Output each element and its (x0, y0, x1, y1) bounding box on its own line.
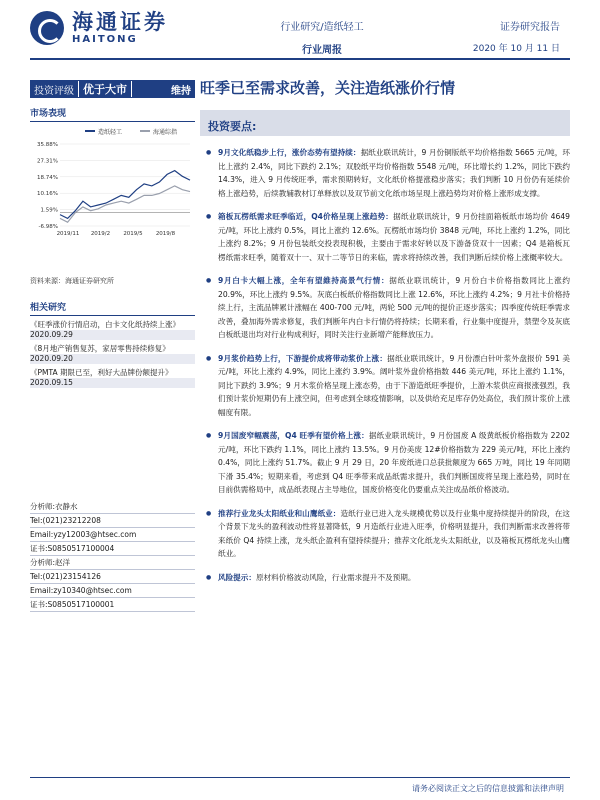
key-point (200, 507, 570, 561)
footer-disclaimer: 请务必阅读正文之后的信息披露和法律声明 (412, 784, 564, 793)
chart-source: 资料来源：海通证券研究所 (30, 277, 114, 285)
key-point-headline: 9月文化纸稳步上行，涨价态势有望持续： (218, 148, 361, 157)
key-point (200, 274, 570, 342)
analyst-tel: Tel:(021)23212208 (30, 514, 195, 528)
key-point-body: 据纸业联讯统计，9 月份铜版纸平均价格指数 5665 元/吨，环比上涨约 2.4%，同比下跌约 2.1%；双胶纸平均价格指数 5548 元/吨，环比增长约 1.2%，同比下跌约 14.3%，进入 9 月传统旺季，需求预期转好，文化纸价格提涨稳步落实；我们判断 10 月份仍有延续价格上涨趋势，后续教辅教材订单释放以及双节前文化纸市场呈现上涨趋势均对价格上涨形成支撑。 (218, 148, 570, 198)
rating-bar (30, 80, 195, 98)
analyst-cert: 证书:S0850517100001 (30, 598, 195, 612)
market-performance-chart (30, 126, 195, 276)
key-point-headline: 9月白卡大幅上涨，全年有望維持高景气行情： (218, 276, 390, 285)
key-point (200, 146, 570, 200)
x-tick-label: 2019/11 (56, 231, 80, 237)
key-points-header (200, 110, 570, 136)
haitong-logo-icon (30, 11, 64, 45)
y-tick-label: 18.74% (37, 174, 58, 181)
key-point (200, 210, 570, 264)
related-item-date: 2020.09.20 (30, 354, 195, 364)
report-date: 2020 年 10 月 11 日 (472, 44, 560, 54)
key-point-body: 原材料价格波动风险，行业需求提升不及预期。 (255, 572, 416, 582)
report-category: 行业研究/造纸轻工 (280, 22, 364, 33)
y-tick-label: 35.88% (37, 142, 58, 148)
rating-label: 投资评级 (34, 85, 74, 97)
key-point-headline: 9月浆价趋势上行，下游提价成将带动浆价上涨： (218, 353, 388, 363)
analyst-email[interactable]: Email:zy10340@htsec.com (30, 584, 195, 598)
key-point-body: 据纸业联讯统计，9 月份漂白针叶浆外盘报价 591 美元/吨，环比上涨约 4.9%，同比上涨约 3.9%。阔叶浆外盘价格指数 446 美元/吨，环比上涨约 1.1%，同比下跌约 3.9%；9 月木浆价格呈现上涨态势，由于下游造纸旺季提价，上游木浆供应商报涨强烈，我们预计浆价短期仍有上涨空间，但考虑到全球疫情影响，以及供给充足库存仍处高位，我们预计浆价上涨幅度有限。 (218, 353, 570, 417)
rating-status: 维持 (171, 85, 191, 97)
key-point (200, 352, 570, 420)
logo (30, 10, 168, 45)
y-tick-label: 1.59% (40, 207, 58, 214)
related-item-date: 2020.09.29 (30, 330, 195, 340)
analyst-contacts (30, 500, 195, 612)
related-list (30, 320, 195, 388)
x-tick-label: 2019/8 (155, 231, 176, 237)
key-points (200, 110, 570, 584)
legend-label: 造纸轻工 (98, 129, 123, 136)
series-line (60, 186, 190, 222)
x-tick-label: 2019/5 (123, 231, 143, 237)
key-point-headline: 9月国废窄幅震荡，Q4 旺季有望价格上涨： (218, 431, 369, 440)
x-tick-label: 2019/2 (90, 231, 111, 237)
related-item[interactable] (30, 320, 195, 340)
analyst-cert: 证书:S0850517100004 (30, 542, 195, 556)
analyst-email[interactable]: Email:yzy12003@htsec.com (30, 528, 195, 542)
legend-label: 海通综指 (153, 129, 178, 136)
report-type: 行业周报 (302, 45, 342, 56)
rating-value: 优于大市 (78, 81, 132, 97)
related-item-title: 《旺季涨价行情启动，白卡文化纸持续上涨》 (30, 320, 180, 329)
analyst-name: 分析师:赵洋 (30, 556, 195, 570)
related-item-title: 《PMTA 期限已至，利好大品牌份额提升》 (30, 368, 173, 377)
y-tick-label: 10.16% (37, 191, 58, 198)
key-point (200, 429, 570, 497)
related-item[interactable] (30, 344, 195, 364)
analyst-tel: Tel:(021)23154126 (30, 570, 195, 584)
key-point-headline: 箱板瓦楞纸需求旺季临近，Q4价格呈现上涨趋势： (218, 212, 394, 221)
y-tick-label: 27.31% (37, 158, 58, 165)
sidebar (30, 106, 195, 388)
report-series: 证券研究报告 (500, 22, 560, 33)
logo-cn-text: 海通证券 (72, 9, 168, 34)
related-item-title: 《8月地产销售复苏，家居零售持续修复》 (30, 344, 170, 353)
key-point-body: 据纸业联讯统计，9 月份挂面箱板纸市场均价 4649 元/吨，环比上涨约 0.5%，同比上涨约 12.6%。瓦楞纸市场均价 3848 元/吨，环比上涨约 1.2%，同比上涨约 8.2%；9 月份包装纸交投表现积极，主要由于需求好转以及下游备货双十一因素；Q4 是箱板瓦楞纸需求旺季，随着双十一、双十二等节日的来临，需求将持续改善，我们判断后续价格上涨概率较大。 (218, 212, 570, 262)
key-point (200, 571, 570, 585)
key-point-headline: 风险提示： (218, 572, 256, 582)
key-point-body: 据纸业联讯统计，9 月份国废 A 级黄纸板价格指数为 2202 元/吨，环比下跌约 1.1%，同比上涨约 13.5%。9 月份美废 12#价格指数为 229 美元/吨，环比上涨约 0.4%，同比上涨约 51.7%。截止 9 月 29 日，20 年废纸进口总获批额度为 665 万吨，同比 19 年同期下滑 35.4%；短期来看，考虑到 Q4 旺季带来成品纸需求提升，我们判断国废将呈现上涨趋势，同时在目前供需格局中，成品纸表现占主导地位，国废价格变化仍要重点关注成品纸价格波动。 (218, 431, 570, 494)
report-header (0, 0, 600, 62)
related-item[interactable] (30, 368, 195, 388)
y-tick-label: -6.98% (38, 224, 58, 230)
header-divider (30, 58, 570, 60)
related-heading: 相关研究 (30, 300, 195, 316)
key-points-title: 投资要点: (208, 120, 257, 133)
series-line (60, 171, 190, 219)
report-title: 旺季已至需求改善，关注造纸涨价行情 (200, 79, 456, 97)
logo-en-text: HAITONG (72, 34, 138, 45)
key-point-body: 造纸行业已进入龙头规模优势以及行业集中度持续提升的阶段，在这个背景下龙头的盈利波动性将显著降低，9 月造纸行业进入旺季，价格明显提升，我们判断需求改善将带来纸价 Q4 持续上涨，龙头纸企盈利有望持续提升；推荐文化纸龙头太阳纸业，以及箱板瓦楞纸龙头山鹰纸业。 (218, 508, 571, 558)
footer-divider (30, 777, 570, 778)
related-item-date: 2020.09.15 (30, 378, 195, 388)
analyst-name: 分析师:衣静水 (30, 500, 195, 514)
market-heading: 市场表现 (30, 106, 195, 122)
key-point-body: 据纸业联讯统计，9 月份白卡价格指数同比上涨约 20.9%，环比上涨约 9.5%。灰底白板纸价格指数同比上涨 12.6%，环比上涨约 4.2%；9 月社卡价格持续上行，主流品牌累计涨幅在 400-700 元/吨，两轮 500 元/吨的提价正逐步落实；四季度传统旺季需求改善，叠加海外需求修复，我们判断年内白卡行情仍将持续；长期来看，行业集中度提升，禁塑令及灰底白板纸退出均对行业构成利好，同时关注行业新增产能释放压力。 (218, 276, 570, 339)
key-point-headline: 推荐行业龙头太阳纸业和山鹰纸业： (218, 508, 341, 518)
